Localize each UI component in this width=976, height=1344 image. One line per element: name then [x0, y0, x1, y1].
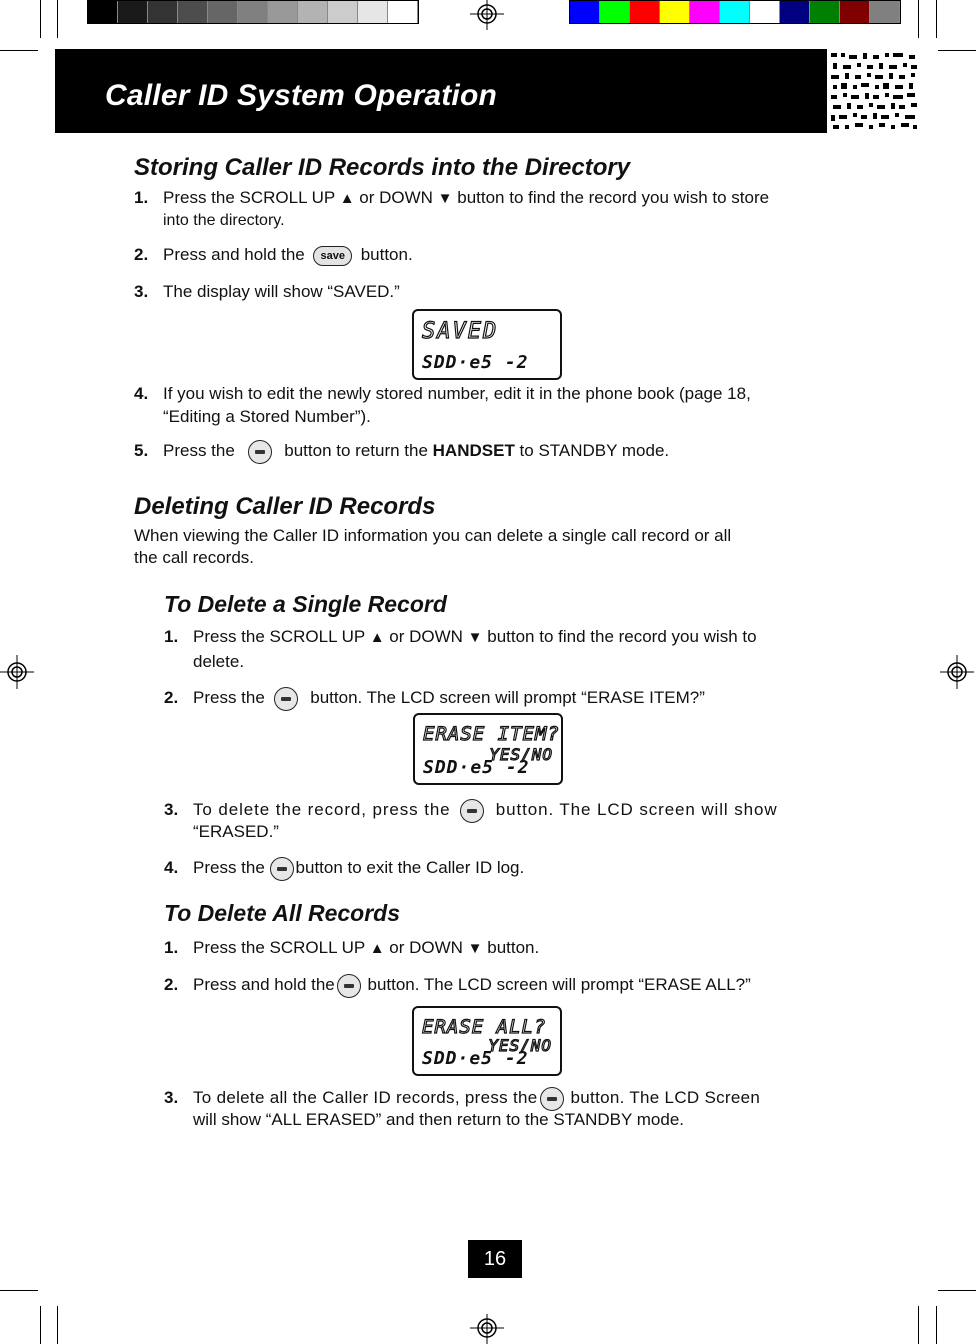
color-swatch [148, 1, 178, 23]
delete-button-icon [337, 974, 361, 998]
scroll-down-icon: ▼ [467, 940, 483, 957]
paragraph-line: When viewing the Caller ID information you can delete a single call record or all [134, 526, 732, 545]
color-swatch [600, 1, 630, 23]
step-text: If you wish to edit the newly stored number, edit it in the phone book (page 18, [163, 384, 751, 403]
page-number: 16 [468, 1240, 522, 1278]
color-swatch [88, 1, 118, 23]
subsection-heading-all: To Delete All Records [164, 900, 401, 926]
section-header-bar [55, 49, 921, 133]
step-text-part: or DOWN [354, 188, 438, 207]
color-swatch [118, 1, 148, 23]
crop-mark-br-v [918, 1306, 919, 1344]
delete-button-icon [540, 1087, 564, 1111]
crop-mark-tr-v [918, 0, 919, 38]
save-button-icon: save [313, 246, 351, 266]
lcd-line: SAVED [422, 319, 499, 344]
lcd-status-line: SDD·e5 -2 [422, 352, 529, 373]
step-number: 1. [134, 188, 149, 207]
color-swatch [208, 1, 238, 23]
lcd-status-line: SDD·e5 -2 [423, 757, 530, 778]
step-text-part: button. The LCD Screen [565, 1088, 761, 1107]
lcd-display-erase-all [412, 1006, 562, 1076]
color-swatch [660, 1, 690, 23]
color-swatch [178, 1, 208, 23]
color-swatch [570, 1, 600, 23]
step-text-continued: into the directory. [163, 212, 285, 229]
step-text [163, 243, 413, 266]
registration-mark-icon [470, 1310, 504, 1344]
step-text-part: or DOWN [384, 627, 468, 646]
step-number: 1. [164, 938, 179, 957]
step-text-part: Press the [193, 688, 270, 707]
color-swatch [268, 1, 298, 23]
step-text-part: button to exit the Caller ID log. [295, 858, 525, 877]
crop-mark-tr-v2 [936, 0, 937, 38]
registration-mark-icon [940, 655, 974, 689]
crop-mark-tr-h [938, 50, 976, 51]
exit-button-icon [270, 857, 294, 881]
step-number: 1. [164, 627, 179, 646]
step-number: 4. [134, 384, 149, 403]
subsection-heading-single: To Delete a Single Record [164, 591, 447, 617]
step-text-part: To delete the record, press the [193, 800, 457, 819]
scroll-up-icon: ▲ [369, 940, 385, 957]
step-number: 2. [164, 975, 179, 994]
lcd-status-line: SDD·e5 -2 [422, 1048, 529, 1069]
crop-mark-tl-v2 [40, 0, 41, 38]
step-text [193, 856, 524, 881]
step-text [163, 439, 669, 464]
qr-code-icon [827, 49, 921, 133]
lcd-display-erase-item [413, 713, 563, 785]
step-text-part: button. [482, 938, 540, 957]
step-text-continued: “ERASED.” [193, 822, 279, 841]
step-text-continued: will show “ALL ERASED” and then return to the STANDBY mode. [193, 1110, 685, 1129]
step-text [193, 936, 539, 960]
delete-button-icon [460, 799, 484, 823]
step-text-emphasis: HANDSET [432, 441, 515, 460]
scroll-down-icon: ▼ [467, 629, 483, 646]
page-title: Caller ID System Operation [105, 79, 497, 112]
step-number: 3. [164, 1088, 179, 1107]
scroll-up-icon: ▲ [339, 190, 355, 207]
step-number: 4. [164, 858, 179, 877]
step-text-part: Press the SCROLL UP [193, 938, 370, 957]
step-text-part: Press the SCROLL UP [193, 627, 370, 646]
step-text [193, 625, 757, 649]
step-text: The display will show “SAVED.” [163, 282, 400, 301]
color-swatch [388, 1, 418, 23]
step-text-part: or DOWN [384, 938, 468, 957]
crop-mark-bl-h [0, 1290, 38, 1291]
step-text-part: Press the [163, 441, 240, 460]
step-text-part: To delete all the Caller ID records, press the [193, 1088, 538, 1107]
step-number: 2. [164, 688, 179, 707]
scroll-up-icon: ▲ [369, 629, 385, 646]
step-number: 3. [164, 800, 179, 819]
color-swatch [840, 1, 870, 23]
lcd-line: ERASE ITEM? [423, 723, 560, 745]
lcd-line: ERASE ALL? [422, 1016, 547, 1038]
step-text-part: button. The LCD screen will prompt “ERASE ITEM?” [305, 688, 705, 707]
scroll-down-icon: ▼ [437, 190, 453, 207]
color-swatch [750, 1, 780, 23]
registration-mark-icon [0, 655, 34, 689]
step-text-part: button. [355, 245, 413, 264]
color-swatch [358, 1, 388, 23]
color-swatch [810, 1, 840, 23]
crop-mark-tl-v [57, 0, 58, 38]
color-swatch [690, 1, 720, 23]
step-text-part: button to find the record you wish to [482, 627, 757, 646]
step-text-part: button to find the record you wish to store [452, 188, 770, 207]
step-text-continued: delete. [193, 652, 245, 671]
color-swatch [328, 1, 358, 23]
color-swatch [630, 1, 660, 23]
color-swatch [870, 1, 900, 23]
section-heading-storing: Storing Caller ID Records into the Directory [134, 154, 631, 181]
step-text [193, 973, 751, 998]
paragraph-line: the call records. [134, 548, 254, 567]
step-text-part: Press and hold the [163, 245, 310, 264]
step-text-continued: “Editing a Stored Number”). [163, 407, 371, 426]
step-text [193, 686, 705, 711]
delete-button-icon [274, 687, 298, 711]
section-heading-deleting: Deleting Caller ID Records [134, 493, 436, 520]
lcd-display-saved [412, 309, 562, 380]
step-text [163, 186, 769, 210]
crop-mark-bl-v2 [57, 1306, 58, 1344]
color-swatch [720, 1, 750, 23]
crop-mark-bl-v [40, 1306, 41, 1344]
crop-mark-br-v2 [936, 1306, 937, 1344]
step-text-part: button to return the [279, 441, 433, 460]
color-swatch [780, 1, 810, 23]
step-text [193, 798, 778, 823]
crop-mark-tl-h [0, 50, 38, 51]
step-text-part: button. The LCD screen will show [490, 800, 778, 819]
step-text-part: Press the SCROLL UP [163, 188, 340, 207]
step-text [193, 1086, 760, 1111]
step-number: 5. [134, 441, 149, 460]
color-swatch-bar [569, 0, 901, 24]
lcd-line: YES/NO [489, 745, 553, 764]
step-text-part: button. The LCD screen will prompt “ERASE ALL?” [362, 975, 751, 994]
talk-button-icon [248, 440, 272, 464]
step-text-part: Press the [193, 858, 270, 877]
color-swatch [298, 1, 328, 23]
step-text-part: to STANDBY mode. [514, 441, 670, 460]
registration-mark-icon [470, 0, 504, 34]
step-number: 3. [134, 282, 149, 301]
color-swatch [238, 1, 268, 23]
step-number: 2. [134, 245, 149, 264]
lcd-line: YES/NO [488, 1036, 552, 1055]
crop-mark-br-h [938, 1290, 976, 1291]
gray-swatch-bar [87, 0, 419, 24]
step-text-part: Press and hold the [193, 975, 335, 994]
